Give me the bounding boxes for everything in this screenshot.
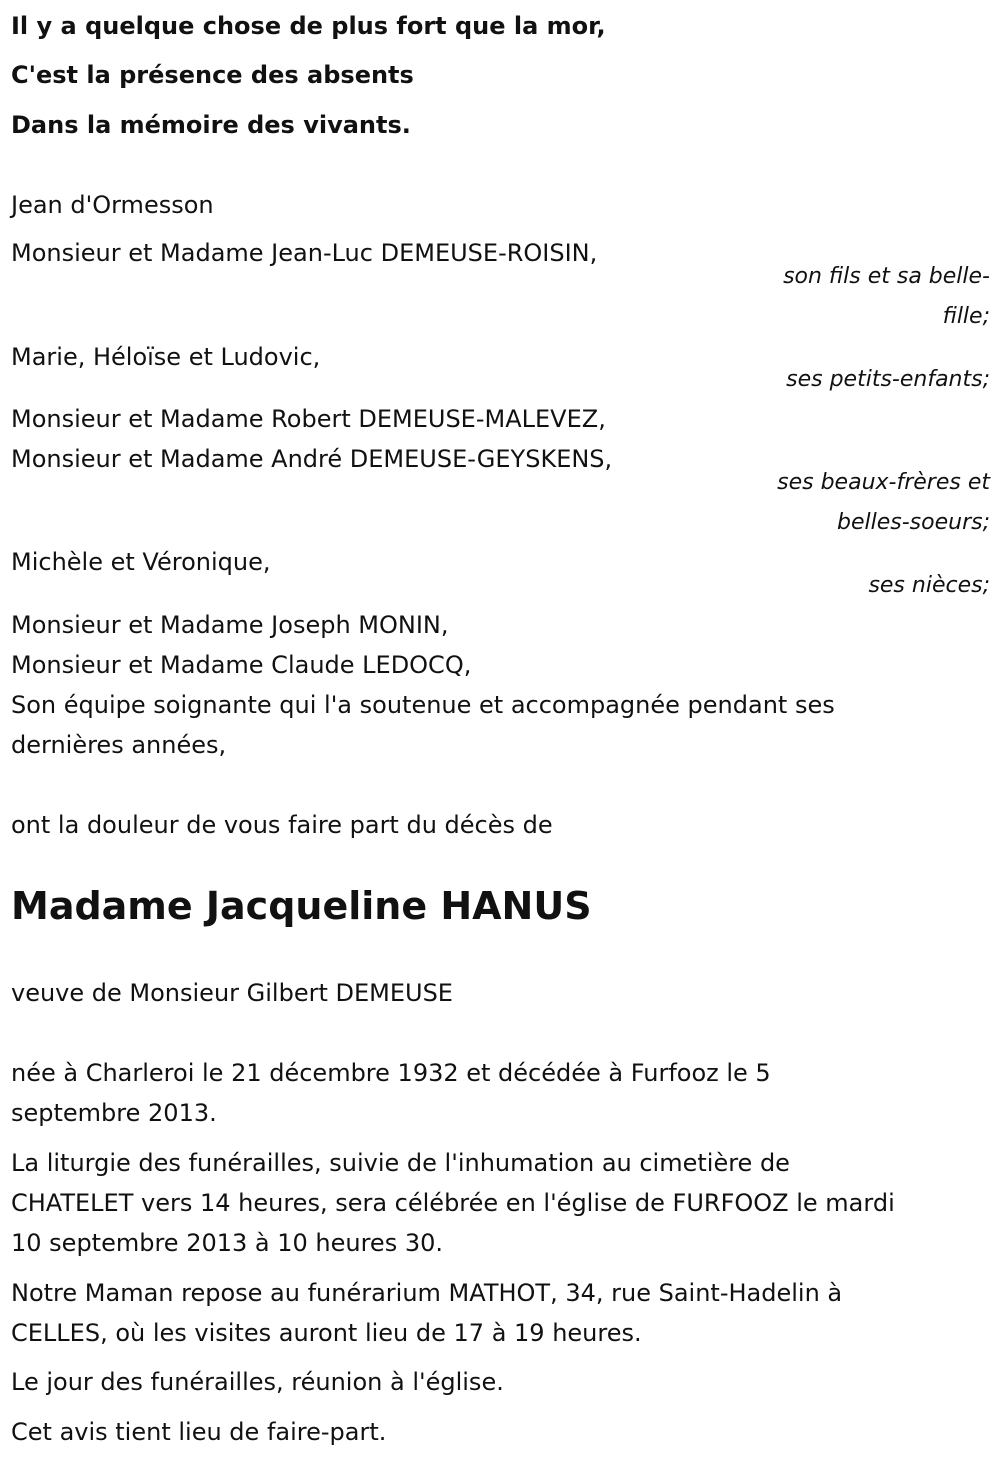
quote-line-2: C'est la présence des absents [11,61,414,89]
gathering-text: Le jour des funérailles, réunion à l'église. [11,1368,504,1396]
liturgy-line-3: 10 septembre 2013 à 10 heures 30. [11,1229,443,1257]
care-team-line-2: dernières années, [11,731,227,759]
friend-1-name: Monsieur et Madame Joseph MONIN, [11,611,449,639]
inlaws-relation-line-1: ses beaux-frères et [777,470,990,495]
rest-place-line-1: Notre Maman repose au funérarium MATHOT, 34, rue Saint-Hadelin à [11,1279,843,1307]
grandchildren-relation: ses petits-enfants; [786,367,990,392]
nieces-names: Michèle et Véronique, [11,548,271,576]
friend-2-name: Monsieur et Madame Claude LEDOCQ, [11,651,472,679]
inlaw-1-name: Monsieur et Madame Robert DEMEUSE-MALEVEZ, [11,405,606,433]
widow-of-text: veuve de Monsieur Gilbert DEMEUSE [11,979,453,1007]
son-name: Monsieur et Madame Jean-Luc DEMEUSE-ROISIN, [11,239,598,267]
birth-death-line-2: septembre 2013. [11,1099,217,1127]
quote-line-1: Il y a quelque chose de plus fort que la mor, [11,12,606,40]
announcement-text: ont la douleur de vous faire part du décès de [11,811,553,839]
liturgy-line-1: La liturgie des funérailles, suivie de l'inhumation au cimetière de [11,1149,790,1177]
inlaws-relation-line-2: belles-soeurs; [837,510,990,535]
inlaw-2-name: Monsieur et Madame André DEMEUSE-GEYSKENS, [11,445,613,473]
notice-text: Cet avis tient lieu de faire-part. [11,1418,387,1446]
deceased-name: Madame Jacqueline HANUS [11,884,592,928]
son-relation-line-1: son fils et sa belle- [783,264,990,289]
grandchildren-names: Marie, Héloïse et Ludovic, [11,343,321,371]
quote-line-3: Dans la mémoire des vivants. [11,111,411,139]
liturgy-line-2: CHATELET vers 14 heures, sera célébrée en l'église de FURFOOZ le mardi [11,1189,895,1217]
care-team-line-1: Son équipe soignante qui l'a soutenue et accompagnée pendant ses [11,691,835,719]
rest-place-line-2: CELLES, où les visites auront lieu de 17 à 19 heures. [11,1319,642,1347]
birth-death-line-1: née à Charleroi le 21 décembre 1932 et décédée à Furfooz le 5 [11,1059,771,1087]
nieces-relation: ses nièces; [868,573,990,598]
quote-author: Jean d'Ormesson [11,191,214,219]
son-relation-line-2: fille; [942,304,990,329]
